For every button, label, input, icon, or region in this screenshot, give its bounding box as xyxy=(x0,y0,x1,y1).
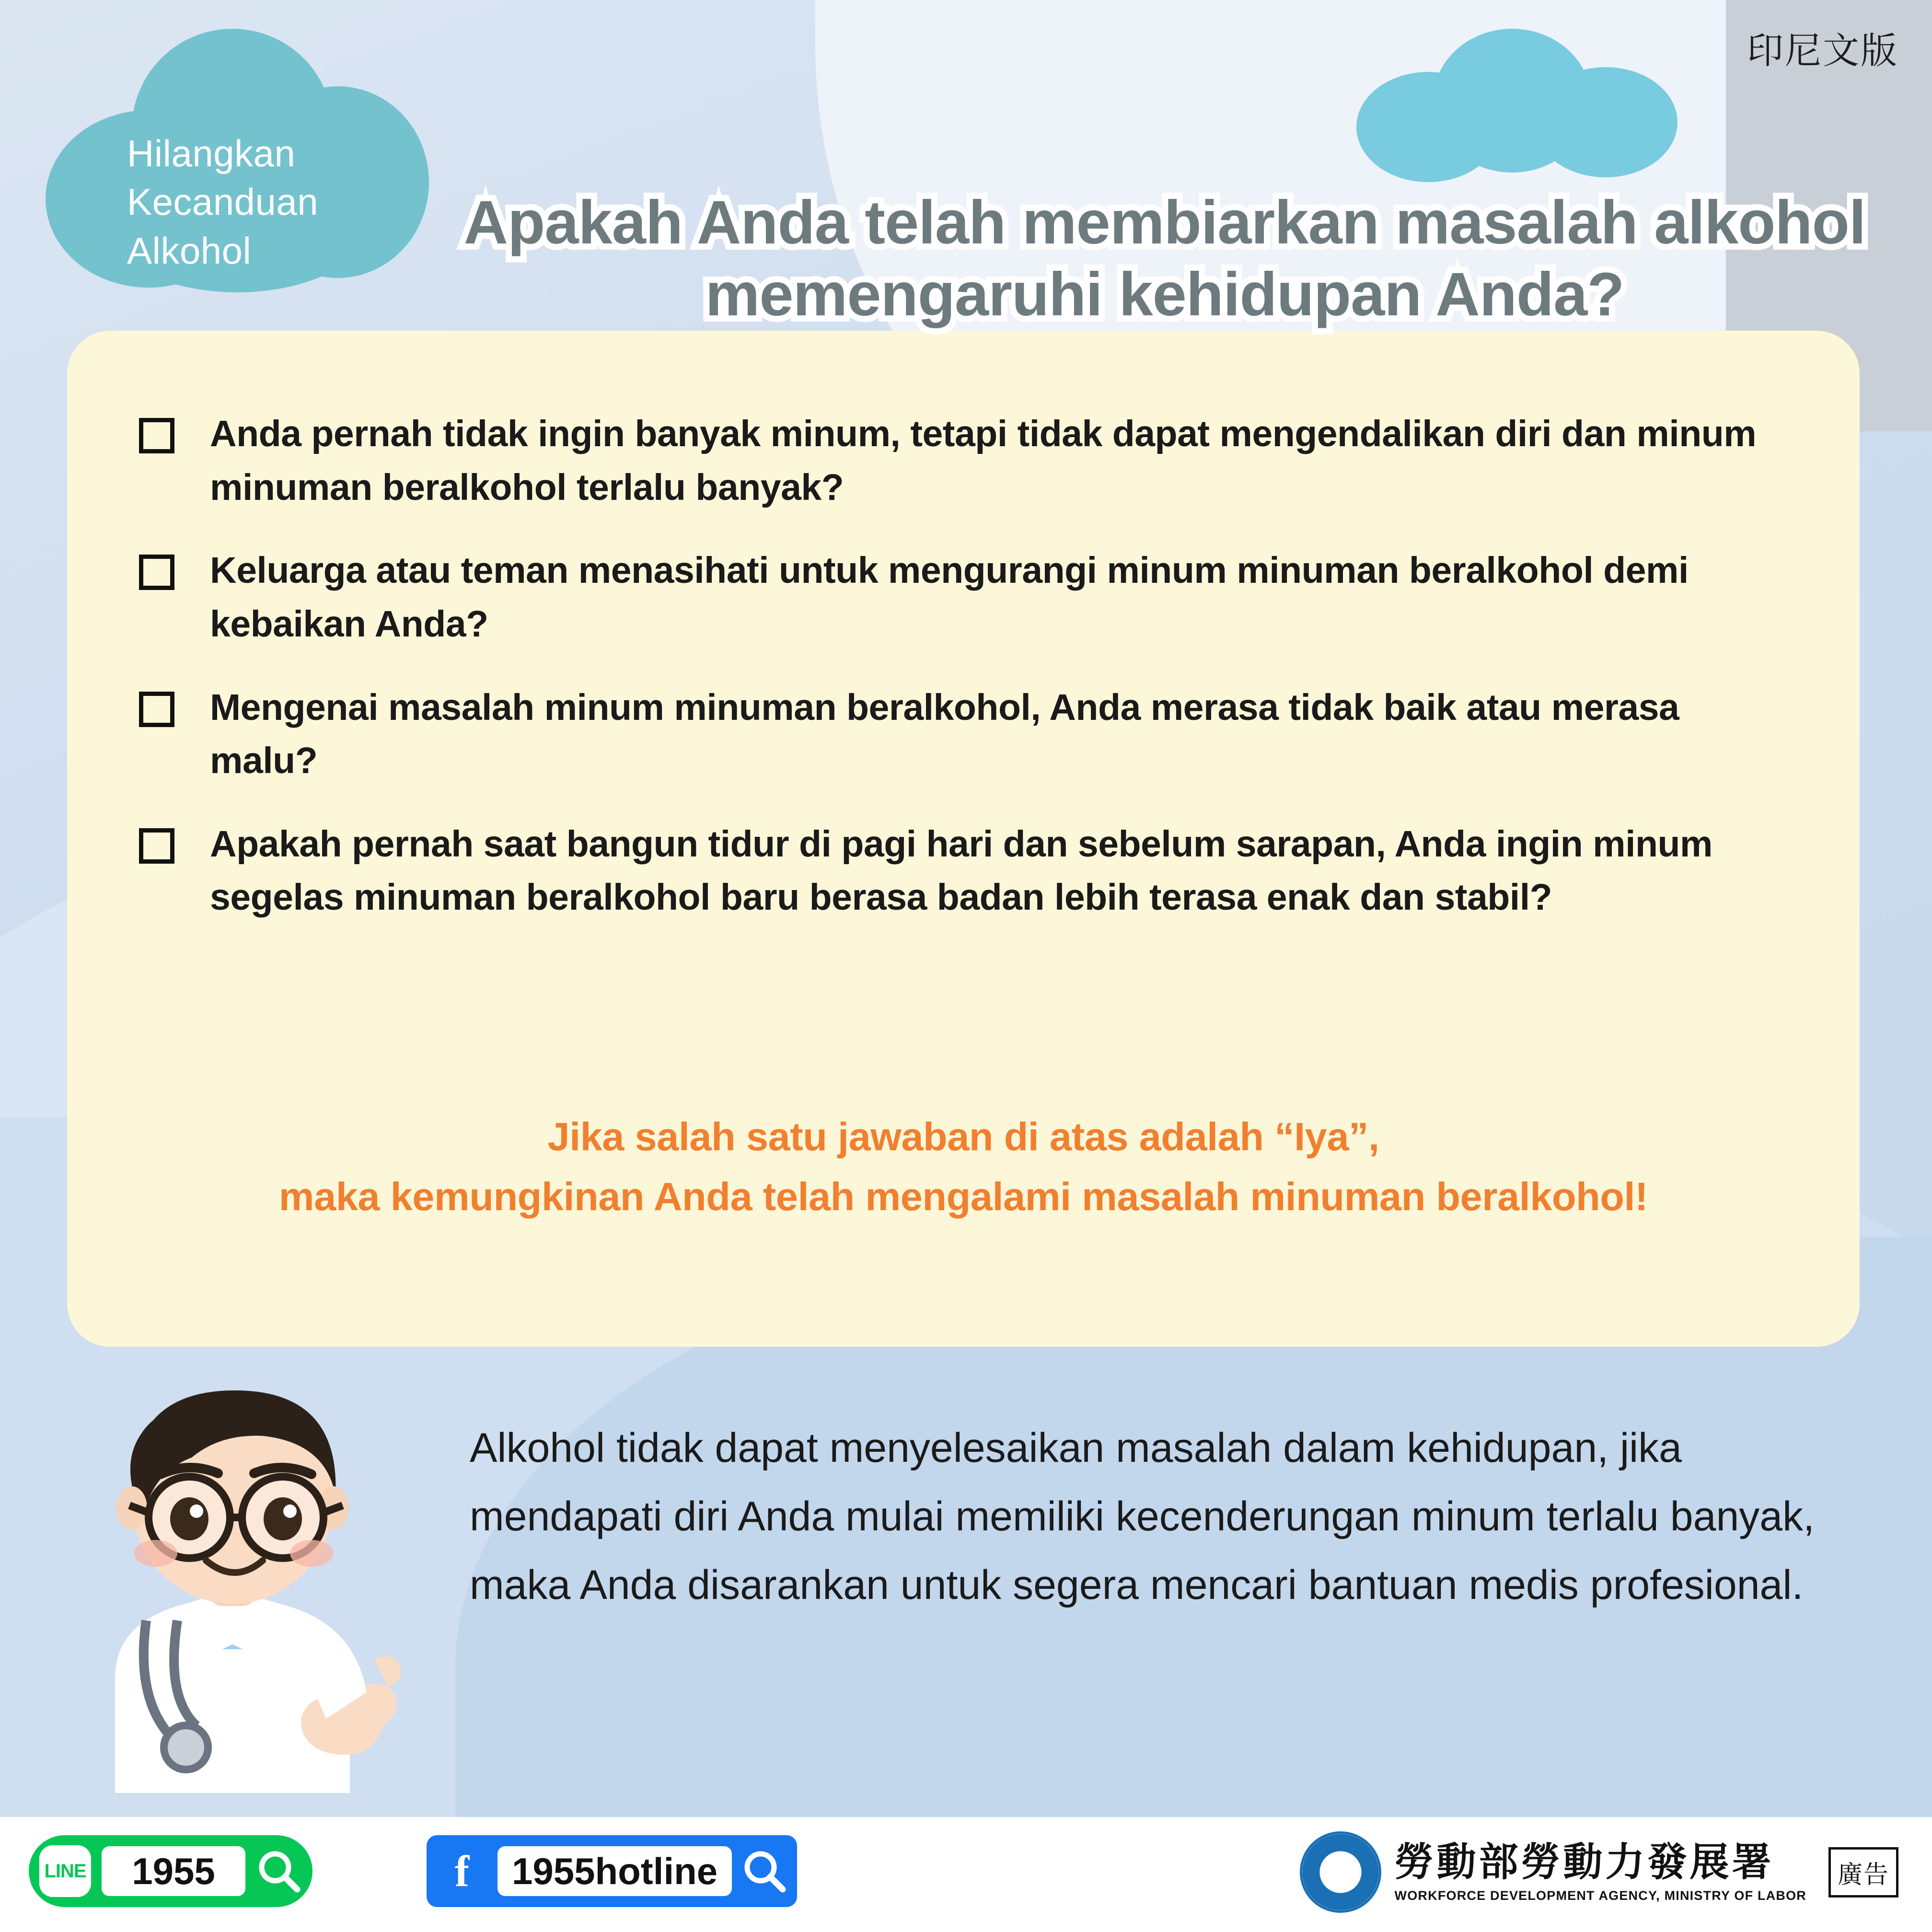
language-tag: 印尼文版 xyxy=(1747,31,1898,71)
page-title: Apakah Anda telah membiarkan masalah alkohol memengaruhi kehidupan Anda? xyxy=(463,188,1866,329)
line-id-value: 1955 xyxy=(102,1846,245,1896)
checklist-text: Mengenai masalah minum minuman beralkohol, Anda merasa tidak baik atau merasa malu? xyxy=(210,686,1679,782)
agency-names xyxy=(1395,1841,1806,1903)
checklist-text: Apakah pernah saat bangun tidur di pagi hari dan sebelum sarapan, Anda ingin minum segelas minuman beralkohol baru berasa badan lebih terasa enak dan stabil? xyxy=(210,823,1713,918)
search-icon[interactable] xyxy=(741,1848,787,1894)
ad-label: 廣告 xyxy=(1828,1847,1898,1897)
list-item xyxy=(139,407,1788,514)
facebook-page-value: 1955hotline xyxy=(497,1846,732,1896)
agency-name-en: WORKFORCE DEVELOPMENT AGENCY, MINISTRY OF LABOR xyxy=(1394,1888,1806,1903)
list-item xyxy=(139,681,1788,788)
checkbox-icon[interactable] xyxy=(139,555,174,590)
question-card xyxy=(67,331,1860,1347)
footer-bar xyxy=(0,1817,1932,1932)
list-item xyxy=(139,544,1788,651)
cloud-shape-blue xyxy=(1356,29,1682,173)
agency-block xyxy=(1300,1831,1898,1913)
conclusion-line-2: maka kemungkinan Anda telah mengalami masalah minuman beralkohol! xyxy=(278,1174,1648,1219)
advice-paragraph: Alkohol tidak dapat menyelesaikan masalah dalam kehidupan, jika mendapati diri Anda mulai memiliki kecenderungan minum terlalu banyak, maka Anda disarankan untuk segera mencari bantuan medis profesional. xyxy=(470,1425,1815,1608)
checklist-text: Keluarga atau teman menasihati untuk mengurangi minum minuman beralkohol demi kebaikan Anda? xyxy=(210,550,1689,645)
cloud-title: Hilangkan Kecanduan Alkohol xyxy=(127,132,319,272)
agency-logo-icon xyxy=(1300,1831,1381,1913)
checklist xyxy=(139,407,1788,954)
conclusion-block xyxy=(67,1107,1860,1226)
checkbox-icon[interactable] xyxy=(139,418,174,453)
checkbox-icon[interactable] xyxy=(139,828,174,864)
search-icon[interactable] xyxy=(256,1848,302,1894)
conclusion-line-1: Jika salah satu jawaban di atas adalah “Iya”, xyxy=(547,1114,1379,1159)
checklist-text: Anda pernah tidak ingin banyak minum, tetapi tidak dapat mengendalikan diri dan minum minuman beralkohol terlalu banyak? xyxy=(210,413,1757,508)
facebook-icon: f xyxy=(454,1847,470,1896)
list-item xyxy=(139,818,1788,925)
line-contact[interactable] xyxy=(29,1835,312,1907)
agency-name-cn: 勞動部勞動力發展署 xyxy=(1394,1840,1774,1885)
checkbox-icon[interactable] xyxy=(139,692,174,727)
facebook-contact[interactable] xyxy=(427,1835,797,1907)
line-icon: LINE xyxy=(39,1845,91,1897)
doctor-illustration xyxy=(58,1314,455,1793)
